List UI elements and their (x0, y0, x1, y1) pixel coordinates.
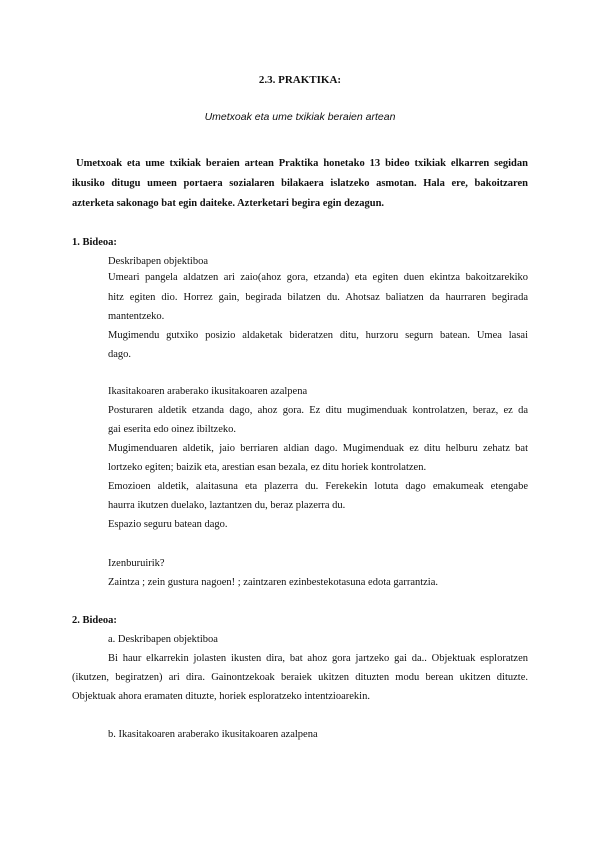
video1-desc-line: mantentzeko. (108, 311, 165, 322)
video1-analysis-line: haurra ikutzen duelako, laztantzen du, beraz plazerra du. (108, 500, 346, 511)
video1-desc-line: dago. (108, 349, 132, 360)
video1-analysis-line: gai eserita edo oinez ibiltzeko. (108, 424, 236, 435)
page-subtitle: Umetxoak eta ume txikiak beraien artean (204, 111, 396, 123)
video2-desc-line: Objektuak ahora eramaten dituzte, horiek esploratzeko intentzioarekin. (72, 691, 370, 702)
video1-analysis-line: Posturaren aldetik etzanda dago, ahoz gora. Ez ditu mugimenduak kontrolatzen, beraz, ez da (108, 405, 528, 416)
video2-desc-line: (ikutzen, begiratzen) ari dira. Gainontzekoak beraiek ukitzen dituzten modu berean ukitzen dituzte. (72, 672, 528, 683)
video1-analysis-line: Espazio seguru batean dago. (108, 519, 228, 530)
video1-desc-label: Deskribapen objektiboa (108, 256, 209, 267)
video1-desc-line: Umeari pangela aldatzen ari zaio(ahoz gora, etzanda) eta egiten duen ekintza bakoitzarekiko (108, 272, 528, 283)
video1-heading: 1. Bideoa: (72, 237, 117, 248)
intro-line: azterketa sakonago bat egin daiteke. Azterketari begira egin dezagun. (72, 198, 385, 209)
video1-analysis-line: lortzeko egiten; baizik eta, arestian esan bezala, ez ditu horiek kontrolatzen. (108, 462, 427, 473)
video2-heading: 2. Bideoa: (72, 615, 117, 626)
video1-desc-line: hitz egiten dio. Horrez gain, begirada bilatzen du. Ahotsaz baliatzen da haurraren begirada (108, 292, 528, 303)
video2-desc-line: Bi haur elkarrekin jolasten ikusten dira, bat ahoz gora jartzeko gai da.. Objektuak esploratzen (108, 653, 528, 664)
page-title: 2.3. PRAKTIKA: (258, 74, 342, 86)
video1-analysis-line: Emozioen aldetik, alaitasuna eta plazerra du. Ferekekin lotuta dago emakumeak etengabe (108, 481, 528, 492)
video1-analysis-label: Ikasitakoaren araberako ikusitakoaren azalpena (108, 386, 308, 397)
video2-analysis-label: b. Ikasitakoaren araberako ikusitakoaren azalpena (108, 729, 318, 740)
video1-analysis-line: Mugimenduaren aldetik, jaio berriaren aldian dago. Mugimenduak ez ditu helburu zehatz bat (108, 443, 528, 454)
video2-desc-label: a. Deskribapen objektiboa (108, 634, 218, 645)
intro-line: Umetxoak eta ume txikiak beraien artean Praktika honetako 13 bideo txikiak elkarren segidan (76, 158, 528, 169)
video1-title-text: Zaintza ; zein gustura nagoen! ; zaintzaren ezinbestekotasuna edota garrantzia. (108, 577, 439, 588)
video1-desc-line: Mugimendu gutxiko posizio aldaketak bideratzen ditu, hurzoru segurn batean. Umea lasai (108, 330, 528, 341)
video1-title-label: Izenburuirik? (108, 558, 165, 569)
intro-line: ikusiko ditugu umeen portaera sozialaren bilakaera islatzeko asmotan. Hala ere, bakoitzaren (72, 178, 528, 189)
